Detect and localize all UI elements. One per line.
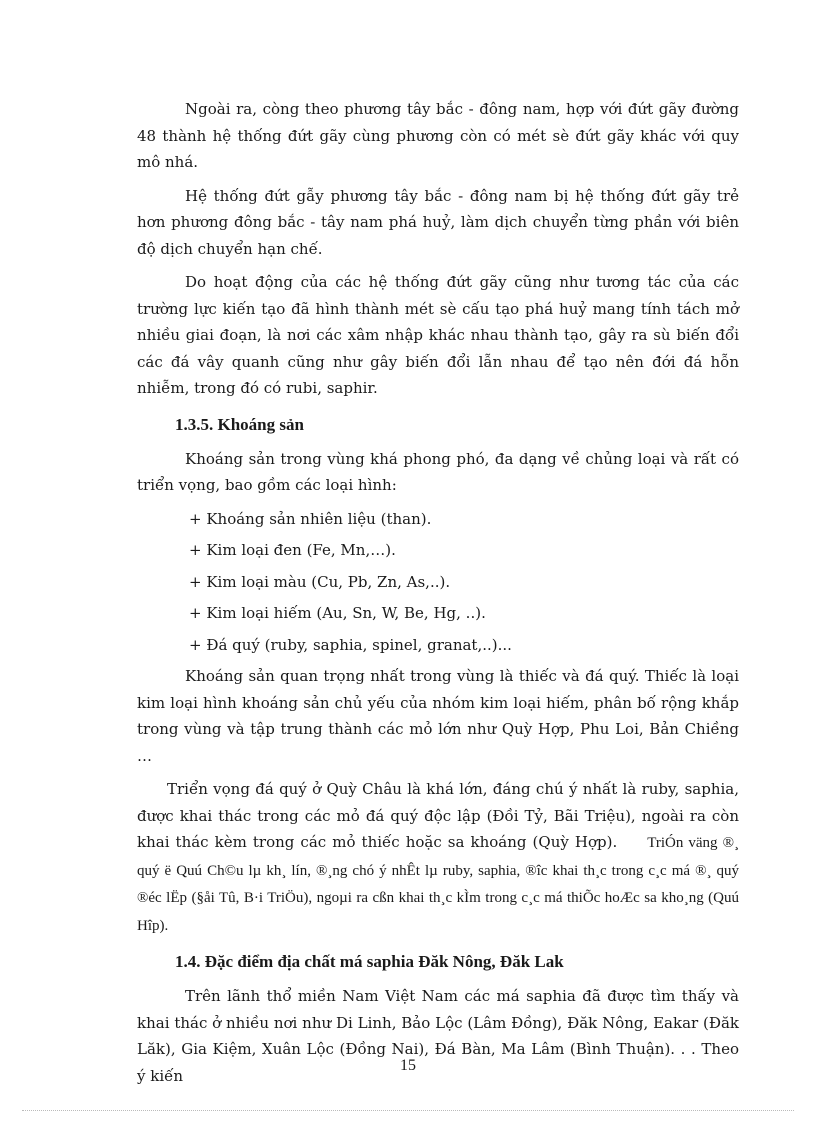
- page-content: [137, 96, 739, 1096]
- paragraph-minerals-intro: Khoáng sản trong vùng khá phong phó, đa dạng về chủng loại và rất có triển vọng, bao gồm các loại hình:: [137, 449, 739, 494]
- page-bottom-divider: [22, 1110, 794, 1111]
- list-item: + Kim loại hiếm (Au, Sn, W, Be, Hg, ..).: [189, 604, 486, 622]
- page-number: 15: [400, 1057, 416, 1074]
- list-item: + Kim loại màu (Cu, Pb, Zn, As,..).: [189, 572, 451, 591]
- paragraph-gem-prospects: [137, 776, 739, 939]
- list-item: + Khoáng sản nhiên liệu (than).: [189, 509, 432, 528]
- list-item: + Đá quý (ruby, saphia, spinel, granat,..)...: [189, 635, 512, 654]
- list-item: + Kim loại đen (Fe, Mn,…).: [189, 541, 396, 559]
- section-heading-saphia-geology: 1.4. Đặc điểm địa chất má saphia Đăk Nông, Đăk Lak: [175, 952, 564, 971]
- paragraph-fault-displacement: Hệ thống đứt gẫy phương tây bắc - đông nam bị hệ thống đứt gãy trẻ hơn phương đông bắc - tây nam phá huỷ, làm dịch chuyển từng phần với biên độ dịch chuyển hạn chế.: [137, 186, 739, 258]
- gem-prospects-text: Triển vọng đá quý ở Quỳ Châu là khá lớn, đáng chú ý nhất là ruby, saphia, được khai thác trong các mỏ đá quý độc lập (Đồi Tỷ, Bãi Triệu), ngoài ra còn khai thác kèm trong các mỏ thiếc hoặc sa khoáng (Quỳ Hợp).: [137, 780, 739, 851]
- paragraph-tectonic-activity: Do hoạt động của các hệ thống đứt gãy cũng như tương tác của các trường lực kiến tạo đã hình thành mét sè cấu tạo phá huỷ mang tính tách mở nhiều giai đoạn, là nơi các xâm nhập khác nhau thành tạo, gây ra sù biến đổi các đá vây quanh cũng như gây biến đổi lẫn nhau để tạo nên đới đá hỗn nhiễm, trong đó có rubi, saphir.: [137, 273, 739, 397]
- gem-prospects-garbled-text: TriÓn väng ®¸ quý ë Quú Ch©u lµ kh¸ lín, ®¸ng chó ý nhÊt lµ ruby, saphia, ®îc khai th¸c trong c¸c má ®¸ quý ®éc lËp (§åi Tû, B·i TriÖu), ngoµi ra cßn khai th¸c kÌm trong c¸c má thiÕc hoÆc sa kho¸ng (Quú Hîp).: [137, 835, 739, 934]
- paragraph-fault-systems: Ngoài ra, còng theo phương tây bắc - đông nam, hợp với đứt gãy đường 48 thành hệ thống đứt gãy cùng phương còn có mét sè đứt gãy khác với quy mô nhá.: [137, 100, 739, 171]
- paragraph-main-minerals: Khoáng sản quan trọng nhất trong vùng là thiếc và đá quý. Thiếc là loại kim loại hình khoáng sản chủ yếu của nhóm kim loại hiếm, phân bố rộng khắp trong vùng và tập trung thành các mỏ lớn như Quỳ Hợp, Phu Loi, Bản Chiềng …: [137, 667, 739, 765]
- section-heading-minerals: 1.3.5. Khoáng sản: [175, 414, 304, 434]
- paragraph-saphia-locations: Trên lãnh thổ miền Nam Việt Nam các má saphia đã được tìm thấy và khai thác ở nhiều nơi như Di Linh, Bảo Lộc (Lâm Đồng), Đăk Nông, Eakar (Đăk Lăk), Gia Kiệm, Xuân Lộc (Đồng Nai), Đá Bàn, Ma Lâm (Bình Thuận). . . Theo ý kiến: [137, 987, 739, 1085]
